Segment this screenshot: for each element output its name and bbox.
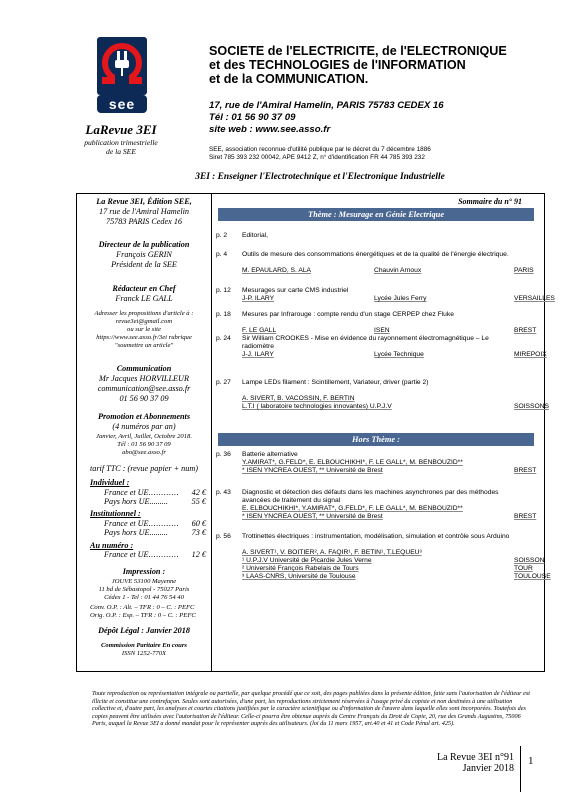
article-authors: [242, 573, 551, 581]
legal-deposit: Dépôt Légal : Janvier 2018: [98, 626, 190, 635]
editor-name: Franck LE GALL: [115, 294, 173, 303]
price-value: 55 €: [191, 497, 206, 506]
per-issue-heading: Au numéro :: [90, 541, 134, 550]
price-label: France et UE: [104, 519, 149, 528]
communication-phone: 01 56 90 37 09: [119, 394, 169, 403]
price-label: Pays hors UE: [104, 497, 150, 506]
author-affiliation: Lycée Technique: [374, 351, 424, 358]
article-authors: [242, 267, 547, 275]
article-page: p. 36: [216, 451, 231, 458]
price-value: 73 €: [191, 528, 206, 537]
article-authors: [242, 513, 547, 521]
author-city: VERSAILLES: [514, 295, 555, 302]
proposals-email[interactable]: revue3ei@gmail.com: [115, 318, 173, 325]
article-page: p. 4: [216, 251, 228, 258]
director-heading: Directeur de la publication: [98, 240, 190, 249]
theme-band: Thème : Mesurage en Génie Electrique: [218, 208, 534, 221]
tarif-label: tarif TTC : (revue papier + num): [90, 464, 199, 473]
page-number: 1: [528, 755, 534, 767]
footer-issue: La Revue 3EI n°91: [436, 752, 514, 763]
article-authors: [242, 557, 547, 565]
article-authors: [242, 327, 547, 335]
author-city: SOISSON: [514, 557, 545, 564]
price-value: 12 €: [191, 550, 206, 559]
hors-theme-band: Hors Thème :: [218, 433, 534, 446]
article-title: Diagnostic et détection des défauts dans les machines asynchrones par des méthodes avancées de traitement du signal: [242, 489, 499, 504]
price-value: 42 €: [191, 488, 206, 497]
author-names: ¹ U.P.J.V Université de Picardie Jules Verne: [242, 557, 372, 564]
revue-subtitle-1: publication trimestrielle: [84, 138, 158, 147]
article-page: p. 12: [216, 287, 231, 294]
article-title: Trottinettes électriques : instrumentation, modélisation, simulation et contrôle sous Arduino: [242, 533, 510, 540]
price-institutional-hors-ue: Pays hors UE......... 73 €: [104, 528, 206, 537]
article-page: p. 2: [216, 232, 228, 239]
revue-subtitle-2: de la SEE: [106, 147, 136, 156]
article-authors: [242, 403, 547, 411]
author-city: BREST: [514, 467, 537, 474]
communication-heading: Communication: [116, 364, 172, 373]
proposals-line-3: ou sur le site: [127, 326, 161, 333]
article-authors: [242, 459, 547, 467]
org-name-line-2: et des TECHNOLOGIES de l'INFORMATION: [209, 58, 466, 72]
price-label: Pays hors UE: [104, 528, 150, 537]
article-page: p. 27: [216, 379, 231, 386]
see-logo: [97, 37, 147, 115]
price-per-issue-france: France et UE............ 12 €: [104, 550, 206, 559]
author-city: PARIS: [514, 267, 534, 274]
director-name: François GERIN: [116, 250, 172, 259]
org-website[interactable]: site web : www.see.asso.fr: [209, 124, 331, 135]
paper-cert-1: Conv. O.P. : Alt. – TFR : 0 – C. : PEFC: [90, 604, 195, 611]
author-city: TOUR: [514, 565, 533, 572]
commission-paritaire: Commission Paritaire En cours: [101, 642, 187, 649]
theme-article-list: [216, 232, 555, 432]
author-names: A. SIVERT¹, V. BOITIER², A. FAQIR¹, F. BETIN¹, T.LEQUEU³: [242, 549, 422, 556]
institutional-heading: Institutionnel :: [90, 509, 141, 518]
article-page: p. 24: [216, 335, 231, 342]
author-city: SOISSONS: [514, 403, 549, 410]
issn: ISSN 1252-770X: [121, 650, 167, 657]
director-role: Président de la SEE: [111, 260, 177, 269]
author-city: BREST: [514, 327, 537, 334]
author-names: J-P. ILARY: [242, 295, 275, 302]
author-names: * ISEN YNCREA OUEST, ** Université de Brest: [242, 467, 383, 474]
author-names: F. LE GALL: [242, 327, 277, 334]
org-name-line-1: SOCIETE de l'ELECTRICITE, de l'ELECTRONIQUE: [209, 44, 507, 58]
author-affiliation: ISEN: [374, 327, 390, 334]
article-authors: [242, 295, 555, 303]
author-names: M. EPAULARD, S. ALA: [242, 267, 312, 274]
promo-phone: Tél : 01 56 90 37 09: [117, 441, 171, 448]
edition-title: La Revue 3EI, Édition SEE,: [96, 197, 192, 206]
logo-wordmark: see: [97, 95, 147, 113]
print-heading: Impression :: [122, 567, 166, 576]
tagline: 3EI : Enseigner l'Electrotechnique et l'Electronique Industrielle: [195, 172, 445, 182]
price-value: 60 €: [191, 519, 206, 528]
communication-name: Mr Jacques HORVILLEUR: [99, 374, 189, 383]
proposals-line-5: "soumettre un article": [114, 342, 174, 349]
author-names: A. SIVERT, B. VACOSSIN, F. BERTIN: [242, 395, 355, 402]
footer-divider: [520, 746, 521, 792]
revue-title: LaRevue 3EI: [85, 122, 157, 137]
price-label: France et UE: [104, 550, 149, 559]
footer-date: Janvier 2018: [462, 763, 514, 774]
article-title: Editorial,: [242, 232, 269, 239]
edition-address-2: 75783 PARIS Cedex 16: [105, 217, 183, 226]
author-affiliation: Lycée Jules Ferry: [374, 295, 427, 302]
author-names: L.T.I ( laboratoire technologies innovantes) U.P.J.V: [242, 403, 392, 410]
article-page: p. 18: [216, 311, 231, 318]
editor-heading: Rédacteur en Chef: [112, 284, 176, 293]
individual-heading: Individuel :: [90, 478, 130, 487]
proposals-url[interactable]: https://www.see.asso.fr/3ei rubrique: [96, 334, 192, 341]
author-affiliation: Chauvin Arnoux: [374, 267, 422, 274]
hors-theme-article-list: [216, 451, 551, 651]
author-names: Y.AMIRAT*, G.FELD*, E. ELBOUCHIKHI*, F. LE GALL*, M. BENBOUZID**: [242, 459, 463, 466]
price-label: France et UE: [104, 488, 149, 497]
communication-email[interactable]: communication@see.asso.fr: [97, 384, 191, 393]
article-title: Outils de mesure des consommations énergétiques et de la qualité de l'énergie électrique.: [242, 251, 509, 258]
org-phone: Tél : 01 56 90 37 09: [209, 112, 296, 123]
omega-plug-icon: [97, 37, 147, 95]
printer-line-2: 11 bd de Sébastopol - 75027 Paris: [98, 586, 190, 593]
copyright-notice: Toute reproduction ou représentation intégrale ou partielle, par quelque procédé que ce soit, des pages publiées dans la présente édition, faite sans l'autorisation de l'éditeur est illicite et constitue une contrefaçon. Seules sont autorisées, d'une part, les reproductions strictement réservées à l'usage privé du copiste et non destinées à une utilisation collective et, d'autre part, les analyses et courtes citations justifiées par le caractère scientifique ou d'information de l'œuvre dans laquelle elles sont incorporées. Toutefois des copies peuvent être utilisées avec l'autorisation de l'éditeur. Celle-ci pourra être obtenue auprès du Centre Français du Droit de Copie, 20, rue des Grands Augustins, 75006 Paris, auquel la Revue 3EI a donné mandat pour le représenter auprès des utilisateurs. (loi du 11 mars 1957, art.40 et 41 et Code Pénal art. 425).: [92, 690, 531, 728]
article-title: Lampe LEDs filament : Scintillement, Variateur, driver (partie 2): [242, 379, 429, 386]
article-page: p. 56: [216, 533, 231, 540]
article-authors: [242, 351, 547, 359]
author-names: * ISEN YNCREA OUEST, ** Université de Brest: [242, 513, 383, 520]
article-authors: [242, 565, 547, 573]
printer-line-1: JOUVE 53100 Mayenne: [111, 578, 177, 585]
proposals-line-1: Adresser les propositions d'article à :: [94, 310, 194, 317]
author-city: BREST: [514, 513, 537, 520]
article-authors: [242, 395, 547, 403]
edition-address-1: 17 rue de l'Amiral Hamelin: [99, 207, 189, 216]
author-names: ³ LAAS-CNRS, Université de Toulouse: [242, 573, 356, 580]
org-siret: Siret 785 393 232 00042, APE 9412 Z, n° d'identification FR 44 785 393 232: [209, 154, 425, 161]
author-city: MIREPOIX: [514, 351, 547, 358]
article-authors: [242, 549, 547, 557]
author-city: TOULOUSE: [514, 573, 551, 580]
org-name-line-3: et de la COMMUNICATION.: [209, 72, 369, 86]
org-address: 17, rue de l'Amiral Hamelin, PARIS 75783 CEDEX 16: [209, 100, 444, 111]
price-individual-france: France et UE............ 42 €: [104, 488, 206, 497]
promo-email[interactable]: abo@see.asso.fr: [122, 449, 166, 456]
org-legal-status: SEE, association reconnue d'utilité publique par le décret du 7 décembre 1886: [209, 146, 431, 153]
promo-months: Janvier, Avril, Juillet, Octobre 2018.: [96, 433, 192, 440]
article-title: Mesures par Infrarouge : compte rendu d'un stage CERPEP chez Fluke: [242, 311, 454, 318]
price-institutional-france: France et UE............ 60 €: [104, 519, 206, 528]
price-individual-hors-ue: Pays hors UE......... 55 €: [104, 497, 206, 506]
promo-heading: Promotion et Abonnements: [97, 412, 191, 421]
author-names: J-J. ILARY: [242, 351, 274, 358]
printer-line-3: Cédex 1 - Tel : 01 44 76 54 40: [104, 594, 184, 601]
column-divider: [211, 193, 212, 672]
author-names: ² Université François Rabelais de Tours: [242, 565, 359, 572]
article-title: Mesurages sur carte CMS industriel: [242, 287, 349, 294]
article-authors: [242, 467, 547, 475]
paper-cert-2: Orig. O.P. : Esp. – TFR : 0 – C. : PEFC: [90, 612, 196, 619]
article-authors: [242, 505, 547, 513]
author-names: E. ELBOUCHIKHI*, Y.AMIRAT*, G.FELD*, F. LE GALL*, M. BENBOUZID**: [242, 505, 463, 512]
sommaire-label: Sommaire du n° 91: [458, 197, 522, 206]
article-title: Batterie alternative: [242, 451, 298, 458]
article-title: Sir William CROOKES - Mise en évidence du rayonnement électromagnétique – Le radiomètre: [242, 335, 489, 350]
article-page: p. 43: [216, 489, 231, 496]
promo-frequency: (4 numéros par an): [112, 422, 176, 431]
